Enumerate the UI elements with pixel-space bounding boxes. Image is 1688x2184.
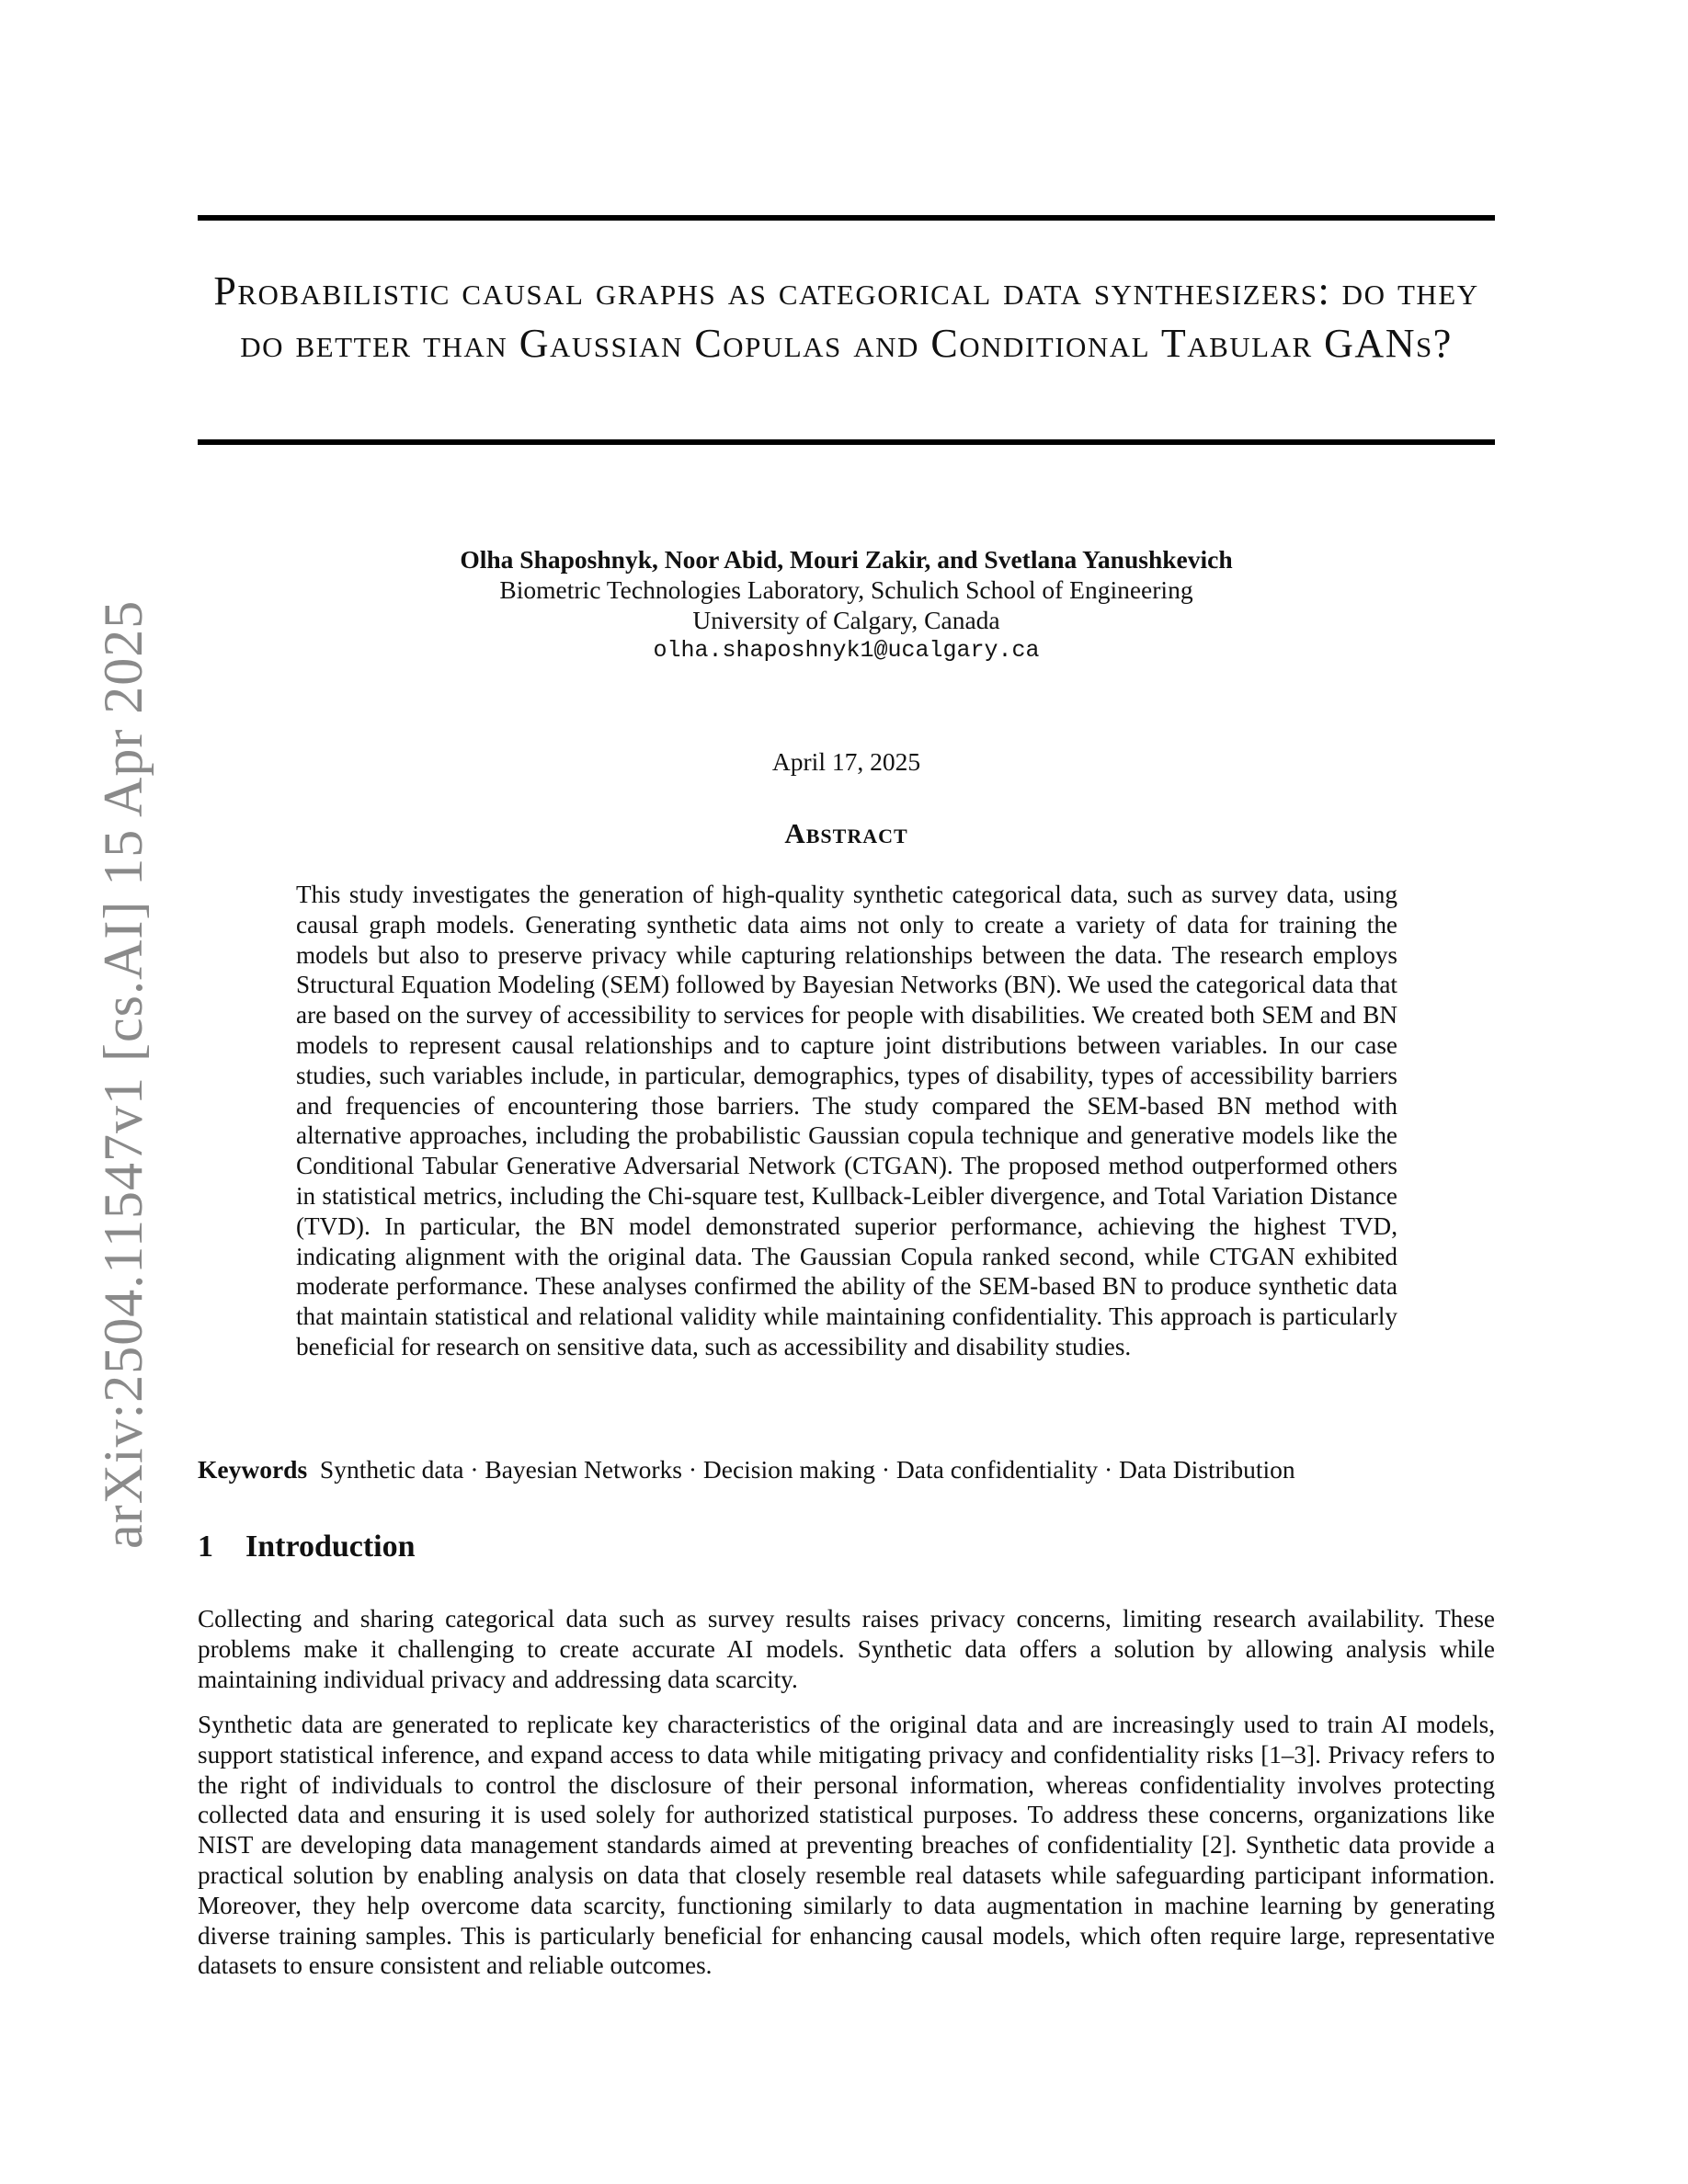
- author-email[interactable]: olha.shaposhnyk1@ucalgary.ca: [653, 637, 1040, 664]
- body-paragraph: Synthetic data are generated to replicate key characteristics of the original data and are increasingly used to train AI models, support statistical inference, and expand access to data while mitigating privacy and confidentiality risks [1–3]. Privacy refers to the right of individuals to control the disclosure of their personal information, whereas confidentiality involves protecting collected data and ensuring it is used solely for authorized statistical purposes. To address these concerns, organizations like NIST are developing data management standards aimed at preventing breaches of confidentiality [2]. Synthetic data provide a practical solution by enabling analysis on data that closely resemble real datasets while safeguarding participant information. Moreover, they help overcome data scarcity, functioning similarly to data augmentation in machine learning by generating diverse training samples. This is particularly beneficial for enhancing causal models, which often require large, representative datasets to ensure consistent and reliable outcomes.: [198, 1711, 1495, 1980]
- publication-date: April 17, 2025: [771, 747, 921, 776]
- abstract-heading: Abstract: [784, 817, 908, 849]
- section-heading-introduction: [198, 1530, 416, 1564]
- section-title: Introduction: [245, 1530, 416, 1564]
- author-list: Olha Shaposhnyk, Noor Abid, Mouri Zakir, and Svetlana Yanushkevich: [460, 545, 1233, 574]
- author-block: [198, 544, 1495, 665]
- paper-title: Probabilistic causal graphs as categorical data synthesizers: do they do better than Gaussian Copulas and Conditional Tabular GANs?: [213, 268, 1479, 366]
- affiliation-line-2: University of Calgary, Canada: [692, 606, 1000, 634]
- keywords-label: Keywords: [198, 1455, 308, 1484]
- keywords-line: [198, 1454, 1495, 1484]
- affiliation-line-1: Biometric Technologies Laboratory, Schulich School of Engineering: [499, 575, 1193, 604]
- section-number: 1: [198, 1530, 213, 1564]
- abstract-text: This study investigates the generation of high-quality synthetic categorical data, such as survey data, using causal graph models. Generating synthetic data aims not only to create a variety of data for training the models but also to preserve privacy while capturing relationships between the data. The research employs Structural Equation Modeling (SEM) followed by Bayesian Networks (BN). We used the categorical data that are based on the survey of accessibility to services for people with disabilities. We created both SEM and BN models to represent causal relationships and to capture joint distributions between variables. In our case studies, such variables include, in particular, demographics, types of disability, types of accessibility barriers and frequencies of encountering those barriers. The study compared the SEM-based BN method with alternative approaches, including the probabilistic Gaussian copula technique and generative models like the Conditional Tabular Generative Adversarial Network (CTGAN). The proposed method outperformed others in statistical metrics, including the Chi-square test, Kullback-Leibler divergence, and Total Variation Distance (TVD). In particular, the BN model demonstrated superior performance, achieving the highest TVD, indicating alignment with the original data. The Gaussian Copula ranked second, while CTGAN exhibited moderate performance. These analyses confirmed the ability of the SEM-based BN to produce synthetic data that maintain statistical and relational validity while maintaining confidentiality. This approach is particularly beneficial for research on sensitive data, such as accessibility and disability studies.: [296, 881, 1397, 1360]
- title-rule-bottom: [198, 439, 1495, 445]
- title-rule-top: [198, 215, 1495, 221]
- arxiv-identifier-stamp: arXiv:2504.11547v1 [cs.AI] 15 Apr 2025: [93, 599, 154, 1549]
- body-paragraph: Collecting and sharing categorical data such as survey results raises privacy concerns, limiting research availability. These problems make it challenging to create accurate AI models. Synthetic data offers a solution by allowing analysis while maintaining individual privacy and addressing data scarcity.: [198, 1605, 1495, 1693]
- keywords-list: Synthetic data · Bayesian Networks · Decision making · Data confidentiality · Data Distribution: [319, 1455, 1295, 1484]
